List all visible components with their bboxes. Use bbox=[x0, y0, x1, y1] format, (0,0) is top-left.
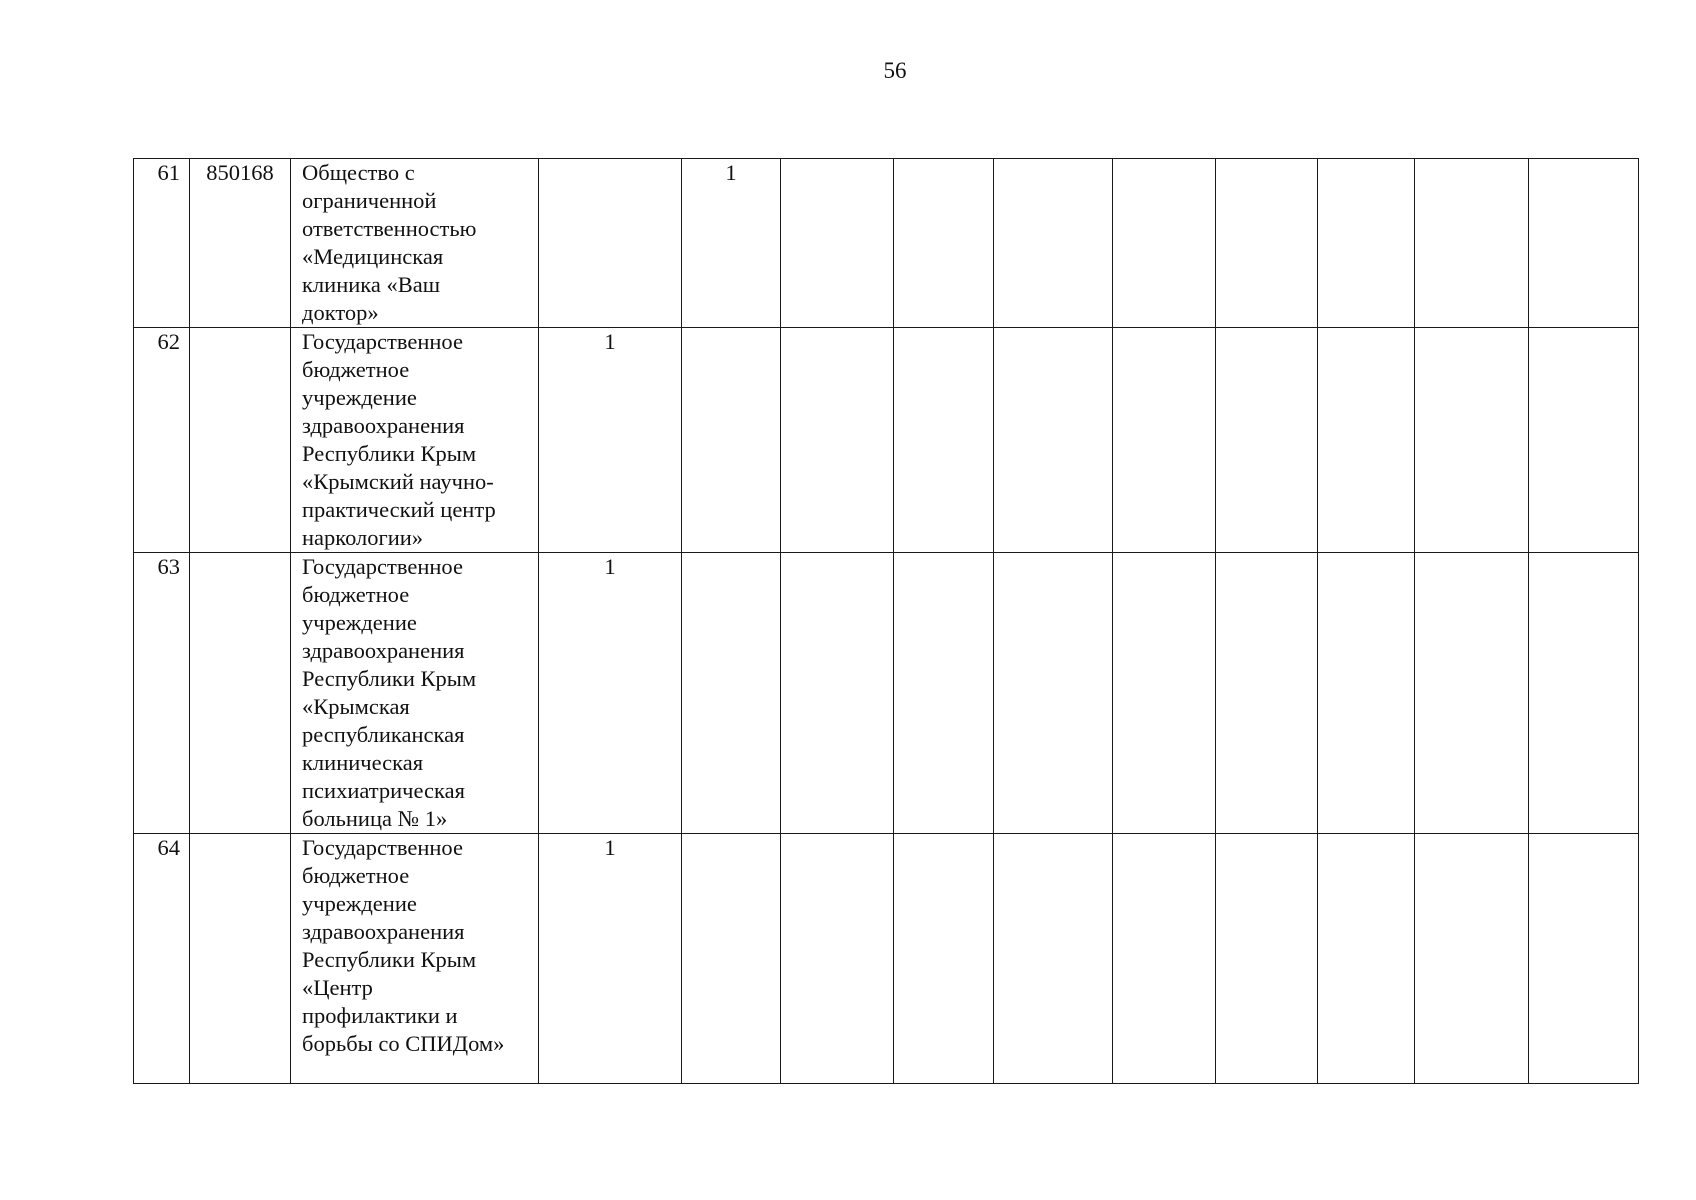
organization-name-cell bbox=[291, 553, 539, 834]
organization-name-line: республиканская bbox=[302, 722, 465, 747]
empty-cell bbox=[994, 553, 1113, 834]
empty-cell bbox=[994, 328, 1113, 553]
organization-name-line: Республики Крым bbox=[302, 441, 477, 466]
organization-name-line: здравоохранения bbox=[302, 413, 465, 438]
organization-name-line: здравоохранения bbox=[302, 919, 465, 944]
row-number-cell: 63 bbox=[134, 553, 190, 834]
empty-cell bbox=[1529, 553, 1639, 834]
page-number: 56 bbox=[883, 58, 907, 83]
organization-name-line: ответственностью bbox=[302, 216, 477, 241]
organization-name-line: учреждение bbox=[302, 610, 417, 635]
organization-name-line: бюджетное bbox=[302, 863, 410, 888]
empty-cell bbox=[781, 159, 894, 328]
organization-name-line: Государственное bbox=[302, 835, 463, 860]
value-cell: 1 bbox=[682, 159, 781, 328]
empty-cell bbox=[1113, 159, 1216, 328]
empty-cell bbox=[781, 328, 894, 553]
row-number-cell: 61 bbox=[134, 159, 190, 328]
organization-name-line: Общество с bbox=[302, 160, 415, 185]
organization-name-line: профилактики и bbox=[302, 1003, 458, 1028]
organization-name-line: учреждение bbox=[302, 891, 417, 916]
value-cell bbox=[539, 159, 682, 328]
value-cell: 1 bbox=[539, 834, 682, 1084]
empty-cell bbox=[1318, 553, 1415, 834]
organization-name-line: клиника «Ваш bbox=[302, 272, 441, 297]
empty-cell bbox=[1318, 328, 1415, 553]
value-cell: 1 bbox=[539, 553, 682, 834]
empty-cell bbox=[1113, 834, 1216, 1084]
empty-cell bbox=[994, 834, 1113, 1084]
table-row bbox=[134, 834, 1639, 1084]
organization-name-line: доктор» bbox=[302, 300, 379, 325]
organization-name-line: Республики Крым bbox=[302, 947, 477, 972]
empty-cell bbox=[1529, 328, 1639, 553]
organization-name-line: наркологии» bbox=[302, 525, 424, 550]
value-cell bbox=[682, 553, 781, 834]
organization-name-line: «Медицинская bbox=[302, 244, 444, 269]
code-cell bbox=[190, 834, 291, 1084]
organization-name-line: Государственное bbox=[302, 554, 463, 579]
table-row bbox=[134, 553, 1639, 834]
empty-cell bbox=[1415, 328, 1529, 553]
organization-name-line: Республики Крым bbox=[302, 666, 477, 691]
organization-name-line: борьбы со СПИДом» bbox=[302, 1031, 505, 1056]
organization-name-line: Государственное bbox=[302, 329, 463, 354]
empty-cell bbox=[1113, 328, 1216, 553]
row-number-cell: 64 bbox=[134, 834, 190, 1084]
empty-cell bbox=[1415, 553, 1529, 834]
data-table bbox=[133, 158, 1639, 1084]
empty-cell bbox=[1113, 553, 1216, 834]
organization-name-line: бюджетное bbox=[302, 357, 410, 382]
organization-name-cell bbox=[291, 834, 539, 1084]
empty-cell bbox=[781, 553, 894, 834]
empty-cell bbox=[894, 159, 994, 328]
empty-cell bbox=[781, 834, 894, 1084]
organization-name-line: «Крымский научно- bbox=[302, 469, 494, 494]
organization-name-line: бюджетное bbox=[302, 582, 410, 607]
empty-cell bbox=[894, 834, 994, 1084]
empty-cell bbox=[1216, 328, 1318, 553]
organization-name-line: клиническая bbox=[302, 750, 424, 775]
organization-name-line: ограниченной bbox=[302, 188, 437, 213]
empty-cell bbox=[1529, 834, 1639, 1084]
organization-name-line: «Центр bbox=[302, 975, 373, 1000]
row-number-cell: 62 bbox=[134, 328, 190, 553]
value-cell bbox=[682, 834, 781, 1084]
empty-cell bbox=[1415, 834, 1529, 1084]
empty-cell bbox=[894, 553, 994, 834]
empty-cell bbox=[894, 328, 994, 553]
organization-name-cell bbox=[291, 328, 539, 553]
empty-cell bbox=[1216, 159, 1318, 328]
table-row bbox=[134, 159, 1639, 328]
empty-cell bbox=[994, 159, 1113, 328]
empty-cell bbox=[1318, 834, 1415, 1084]
empty-cell bbox=[1318, 159, 1415, 328]
code-cell bbox=[190, 328, 291, 553]
organization-name-line: практический центр bbox=[302, 497, 496, 522]
organization-name-line: учреждение bbox=[302, 385, 417, 410]
empty-cell bbox=[1529, 159, 1639, 328]
code-cell: 850168 bbox=[190, 159, 291, 328]
empty-cell bbox=[1415, 159, 1529, 328]
organization-name-line: больница № 1» bbox=[302, 806, 448, 831]
organization-name-line: «Крымская bbox=[302, 694, 410, 719]
organization-name-line: здравоохранения bbox=[302, 638, 465, 663]
table-row bbox=[134, 328, 1639, 553]
value-cell: 1 bbox=[539, 328, 682, 553]
organization-name-cell bbox=[291, 159, 539, 328]
empty-cell bbox=[1216, 553, 1318, 834]
empty-cell bbox=[1216, 834, 1318, 1084]
value-cell bbox=[682, 328, 781, 553]
code-cell bbox=[190, 553, 291, 834]
organization-name-line: психиатрическая bbox=[302, 778, 465, 803]
